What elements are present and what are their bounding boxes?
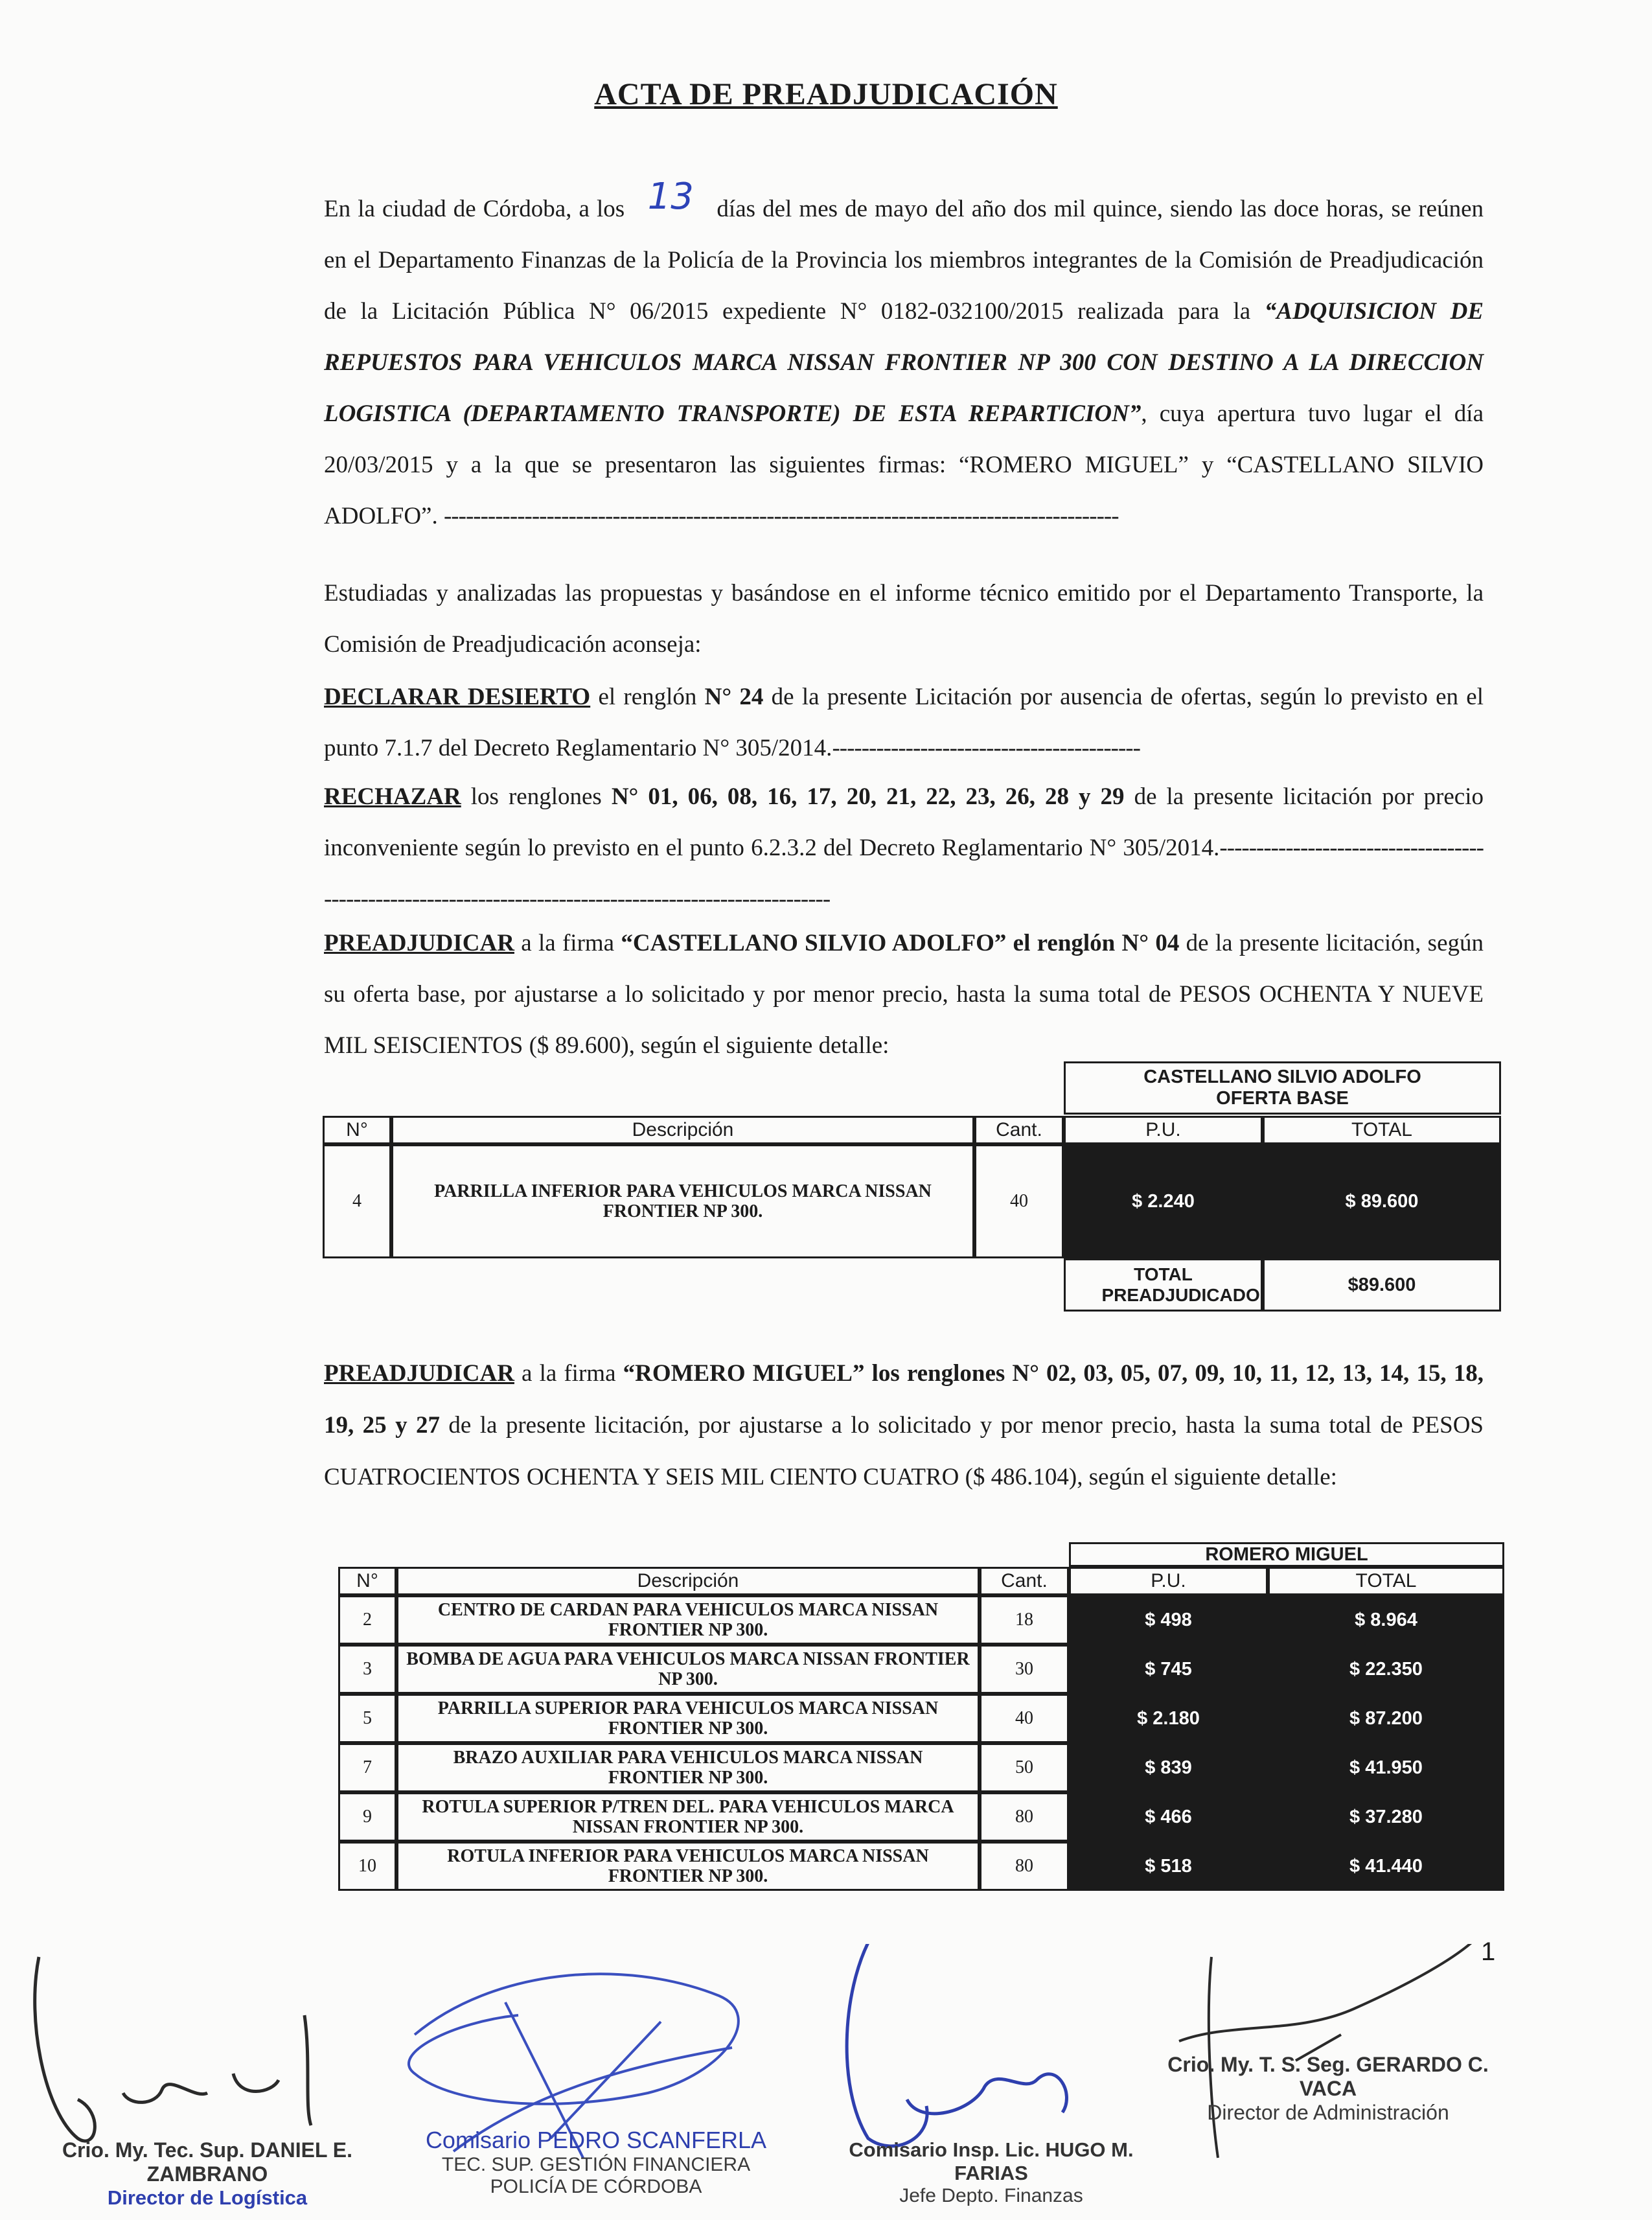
table2-row-qty: 80	[980, 1792, 1069, 1842]
p1-text-b: días del mes de mayo del año dos mil quince, siendo las doce horas, se reúnen en el Departamento Finanzas de la Policía de la Provincia los miembros integrantes de la Comisión de Preadjudicación de la Licitación Pública N° 06/2015 expediente N° 0182-032100/2015 realizada para la	[324, 196, 1484, 325]
table1-row-pu: $ 2.240	[1064, 1144, 1263, 1258]
table2-row-total: $ 22.350	[1268, 1645, 1504, 1694]
p3-text-b: de la presente Licitación por ausencia de ofertas, según lo previsto en el punto 7.1.7 del Decreto Reglamentario N° 305/2014.	[324, 684, 1484, 761]
table2-row-total: $ 87.200	[1268, 1694, 1504, 1743]
signature-name: Crio. My. T. S. Seg. GERARDO C. VACA	[1167, 2053, 1489, 2100]
signature-vaca	[1140, 2053, 1516, 2125]
table2-col-desc: Descripción	[396, 1567, 980, 1595]
table2-row-n: 9	[338, 1792, 396, 1842]
p5-bold: “CASTELLANO SILVIO ADOLFO” el renglón N° 04	[621, 930, 1180, 956]
table2-col-qty: Cant.	[980, 1567, 1069, 1595]
p6-bold: “ROMERO MIGUEL” los renglones N° 02, 03, 05, 07, 09, 10, 11, 12, 13, 14, 15, 18, 19, 25 y 27	[324, 1360, 1484, 1439]
signature-zambrano	[13, 2138, 402, 2210]
table2-row-pu: $ 2.180	[1069, 1694, 1268, 1743]
document-title: ACTA DE PREADJUDICACIÓN	[594, 77, 1058, 111]
table1-col-n: N°	[323, 1116, 391, 1144]
p1-object-bold: “ADQUISICION DE REPUESTOS PARA VEHICULOS MARCA NISSAN FRONTIER NP 300 CON DESTINO A LA DIRECCION LOGISTICA (DEPARTAMENTO TRANSPORTE) DE ESTA REPARTICION”	[324, 298, 1484, 427]
rechazar-paragraph	[324, 771, 1484, 925]
table2-col-total: TOTAL	[1268, 1567, 1504, 1595]
table1-row-n: 4	[323, 1144, 391, 1258]
p3-dashes: ------------------------------------------	[832, 735, 1140, 761]
signature-name: Comisario Insp. Lic. HUGO M. FARIAS	[849, 2138, 1134, 2184]
signature-role: TEC. SUP. GESTIÓN FINANCIERA	[441, 2154, 751, 2175]
table2-row-qty: 18	[980, 1595, 1069, 1645]
signature-role: Jefe Depto. Finanzas	[899, 2185, 1083, 2206]
table2-row-n: 3	[338, 1645, 396, 1694]
preadjudicar-romero-paragraph	[324, 1348, 1484, 1503]
signature-role-2: POLICÍA DE CÓRDOBA	[490, 2176, 702, 2197]
table2-row-desc: BOMBA DE AGUA PARA VEHICULOS MARCA NISSAN FRONTIER NP 300.	[396, 1645, 980, 1694]
signature-farias-scrawl	[847, 1944, 1066, 2146]
p1-text-a: En la ciudad de Córdoba, a los	[324, 196, 625, 222]
table1-firm-name: CASTELLANO SILVIO ADOLFO	[1143, 1067, 1421, 1087]
table2-row-desc: ROTULA INFERIOR PARA VEHICULOS MARCA NISSAN FRONTIER NP 300.	[396, 1842, 980, 1891]
table2-col-pu: P.U.	[1069, 1567, 1268, 1595]
signature-scanferla	[415, 2127, 777, 2198]
table2-row-qty: 40	[980, 1694, 1069, 1743]
table1-total-label	[1064, 1258, 1263, 1312]
table2-row-pu: $ 839	[1069, 1743, 1268, 1792]
preadjudicar-label-1: PREADJUDICAR	[324, 930, 514, 956]
p3-bold: N° 24	[704, 684, 764, 710]
p4-text-b: de la presente licitación por precio inconveniente según lo previsto en el punto 6.2.3.2 del Decreto Reglamentario N° 305/2014.	[324, 783, 1484, 861]
p4-text-a: los renglones	[461, 783, 612, 810]
p4-bold: N° 01, 06, 08, 16, 17, 20, 21, 22, 23, 26, 28 y 29	[611, 783, 1125, 810]
p6-text-a: a la firma	[514, 1360, 623, 1387]
table1-col-qty: Cant.	[974, 1116, 1064, 1144]
opening-paragraph	[324, 176, 1484, 542]
signature-role: Director de Logística	[107, 2186, 308, 2209]
table2-row-desc: PARRILLA SUPERIOR PARA VEHICULOS MARCA NISSAN FRONTIER NP 300.	[396, 1694, 980, 1743]
table2-row-pu: $ 518	[1069, 1842, 1268, 1891]
page-number: 1	[1481, 1937, 1496, 1966]
table2-row-qty: 30	[980, 1645, 1069, 1694]
table2-row-n: 2	[338, 1595, 396, 1645]
handwritten-day: 13	[647, 176, 694, 218]
table2-row-desc: BRAZO AUXILIAR PARA VEHICULOS MARCA NISSAN FRONTIER NP 300.	[396, 1743, 980, 1792]
table2-firm-header: ROMERO MIGUEL	[1069, 1542, 1504, 1567]
table2-row-desc: CENTRO DE CARDAN PARA VEHICULOS MARCA NISSAN FRONTIER NP 300.	[396, 1595, 980, 1645]
table2-col-n: N°	[338, 1567, 396, 1595]
signature-name: Crio. My. Tec. Sup. DANIEL E. ZAMBRANO	[62, 2138, 353, 2186]
table1-col-desc: Descripción	[391, 1116, 974, 1144]
signature-zambrano-scrawl	[35, 1957, 311, 2141]
table1-row-total: $ 89.600	[1263, 1144, 1501, 1258]
table1-col-total: TOTAL	[1263, 1116, 1501, 1144]
p1-text-c: , cuya apertura tuvo lugar el día 20/03/2015 y a la que se presentaron las siguientes firmas: “ROMERO MIGUEL” y “CASTELLANO SILVIO ADOLFO”.	[324, 400, 1484, 529]
table1-row-desc: PARRILLA INFERIOR PARA VEHICULOS MARCA NISSAN FRONTIER NP 300.	[391, 1144, 974, 1258]
table2-row-pu: $ 498	[1069, 1595, 1268, 1645]
p5-text-b: de la presente licitación, según su oferta base, por ajustarse a lo solicitado y por menor precio, hasta la suma total de PESOS OCHENTA Y NUEVE MIL SEISCIENTOS ($ 89.600), según el siguiente detalle:	[324, 930, 1484, 1059]
table2-row-n: 5	[338, 1694, 396, 1743]
p1-dashes: --------------------------------------------------------------------------------------------	[443, 503, 1119, 529]
table1-offer-type: OFERTA BASE	[1216, 1088, 1349, 1109]
table2-row-total: $ 37.280	[1268, 1792, 1504, 1842]
rechazar-label: RECHAZAR	[324, 783, 461, 810]
p5-text-a: a la firma	[514, 930, 621, 956]
table2-row-n: 10	[338, 1842, 396, 1891]
table2-row-pu: $ 466	[1069, 1792, 1268, 1842]
p3-text-a: el renglón	[590, 684, 705, 710]
table2-row-qty: 50	[980, 1743, 1069, 1792]
p6-text-b: de la presente licitación, por ajustarse a lo solicitado y por menor precio, hasta la suma total de PESOS CUATROCIENTOS OCHENTA Y SEIS MIL CIENTO CUATRO ($ 486.104), según el siguiente detalle:	[324, 1412, 1484, 1490]
analysis-paragraph: Estudiadas y analizadas las propuestas y basándose en el informe técnico emitido por el Departamento Transporte, la Comisión de Preadjudicación aconseja:	[324, 580, 1484, 658]
table2-row-n: 7	[338, 1743, 396, 1792]
declarar-desierto-label: DECLARAR DESIERTO	[324, 684, 591, 710]
signature-name: Comisario PEDRO SCANFERLA	[425, 2127, 767, 2153]
table2-row-desc: ROTULA SUPERIOR P/TREN DEL. PARA VEHICULOS MARCA NISSAN FRONTIER NP 300.	[396, 1792, 980, 1842]
table1-row-qty: 40	[974, 1144, 1064, 1258]
signature-role: Director de Administración	[1207, 2101, 1449, 2124]
signature-farias	[836, 2138, 1147, 2207]
table2-row-total: $ 41.950	[1268, 1743, 1504, 1792]
preadjudicar-castellano-paragraph	[324, 918, 1484, 1071]
table2-row-qty: 80	[980, 1842, 1069, 1891]
declarar-desierto-paragraph	[324, 671, 1484, 774]
table2-row-total: $ 8.964	[1268, 1595, 1504, 1645]
table1-total-value: $89.600	[1263, 1258, 1501, 1312]
table1-firm-header	[1064, 1061, 1501, 1115]
table2-row-pu: $ 745	[1069, 1645, 1268, 1694]
table1-col-pu: P.U.	[1064, 1116, 1263, 1144]
signature-vaca-scrawl	[1179, 1944, 1477, 2158]
table2-row-total: $ 41.440	[1268, 1842, 1504, 1891]
p4-dashes: ---------------------------------------------------------------------------------------------------------	[324, 835, 1484, 912]
table1-total-label-text: TOTAL PREADJUDICADO	[1101, 1264, 1260, 1305]
preadjudicar-label-2: PREADJUDICAR	[324, 1360, 514, 1387]
